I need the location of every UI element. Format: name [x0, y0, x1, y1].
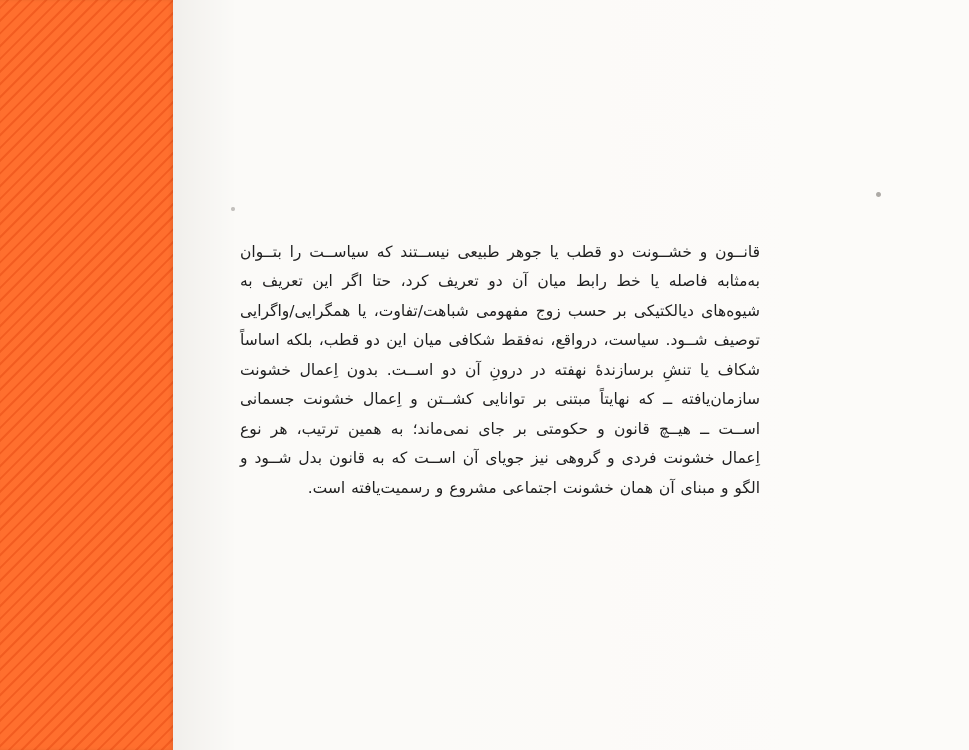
body-paragraph: قانــون و خشــونت دو قطب یا جوهر طبیعی نیســتند که سیاســت را بتــوان به‌مثابه فاصله یا خط رابط میان آن دو تعریف کرد، حتا اگر این تعریف به شیوه‌های دیالکتیکی بر حسب زوج مفهومی شباهت/تفاوت، یا همگرایی/واگرایی توصیف شــود. سیاست، درواقع، نه‌فقط شکافی میان این دو قطب، بلکه اساساً شکاف یا تنشِ برسازندهٔ نهفته در درونِ آن دو اســت. بدون اِعمال خشونت سازمان‌یافته ــ که نهایتاً مبتنی بر توانایی کشــتن و اِعمال خشونت جسمانی اســت ــ هیــچ قانون و حکومتی بر جای نمی‌ماند؛ به همین ترتیب، هر نوع اِعمال خشونت فردی و گروهی نیز جویای آن اســت که به قانون بدل شــود و الگو و مبنای آن همان خشونت اجتماعی مشروع و رسمیت‌یافته است. [240, 243, 760, 497]
paper-speck [231, 207, 235, 211]
paper-speck [876, 192, 881, 197]
orange-spine-pattern [0, 0, 173, 750]
